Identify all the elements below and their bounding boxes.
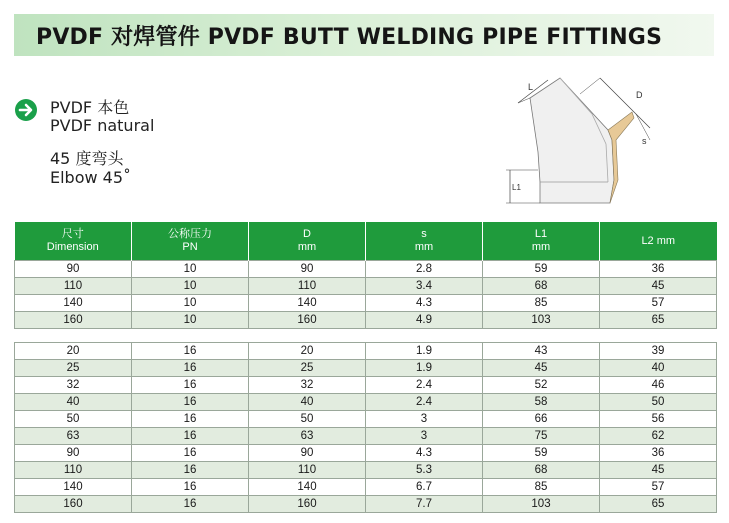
col-header: s mm xyxy=(366,222,483,261)
table-cell: 66 xyxy=(483,411,600,428)
type-en: Elbow 45˚ xyxy=(50,168,132,187)
table-row xyxy=(15,295,717,312)
table-row xyxy=(15,496,717,513)
col-header: L1 mm xyxy=(483,222,600,261)
table-cell: 50 xyxy=(600,394,717,411)
table-cell: 110 xyxy=(15,278,132,295)
table-cell: 3 xyxy=(366,411,483,428)
table-cell: 63 xyxy=(15,428,132,445)
table-cell: 90 xyxy=(15,445,132,462)
table-cell: 65 xyxy=(600,312,717,329)
table-cell: 103 xyxy=(483,312,600,329)
table-cell: 32 xyxy=(249,377,366,394)
table-cell: 7.7 xyxy=(366,496,483,513)
table-cell: 16 xyxy=(132,445,249,462)
col-header: 公称压力 PN xyxy=(132,222,249,261)
table-row xyxy=(15,360,717,377)
table-cell: 2.8 xyxy=(366,261,483,278)
table-row xyxy=(15,428,717,445)
table-cell: 140 xyxy=(249,479,366,496)
col-header: D mm xyxy=(249,222,366,261)
table-row xyxy=(15,479,717,496)
table-cell: 75 xyxy=(483,428,600,445)
table-cell: 2.4 xyxy=(366,394,483,411)
title-banner xyxy=(14,14,714,56)
arrow-right-circle-icon xyxy=(14,98,38,122)
spec-table-pn10 xyxy=(14,222,717,329)
table-cell: 45 xyxy=(483,360,600,377)
table-cell: 140 xyxy=(249,295,366,312)
table-cell: 57 xyxy=(600,295,717,312)
table-cell: 68 xyxy=(483,462,600,479)
table-cell: 10 xyxy=(132,312,249,329)
table-cell: 63 xyxy=(249,428,366,445)
table-cell: 40 xyxy=(249,394,366,411)
table-cell: 50 xyxy=(249,411,366,428)
elbow-45-diagram xyxy=(500,70,670,220)
spec-tables xyxy=(14,222,717,513)
table-cell: 4.3 xyxy=(366,295,483,312)
table-cell: 110 xyxy=(249,462,366,479)
table-cell: 16 xyxy=(132,496,249,513)
table-cell: 6.7 xyxy=(366,479,483,496)
col-header: 尺寸 Dimension xyxy=(15,222,132,261)
type-cn: 45 度弯头 xyxy=(50,149,124,168)
table-cell: 4.3 xyxy=(366,445,483,462)
table-cell: 57 xyxy=(600,479,717,496)
table-cell: 36 xyxy=(600,261,717,278)
table-cell: 16 xyxy=(132,394,249,411)
table-cell: 160 xyxy=(15,496,132,513)
table-row xyxy=(15,445,717,462)
table-cell: 90 xyxy=(15,261,132,278)
table-row xyxy=(15,394,717,411)
table-cell: 10 xyxy=(132,295,249,312)
table-cell: 160 xyxy=(249,496,366,513)
table-cell: 58 xyxy=(483,394,600,411)
table-cell: 2.4 xyxy=(366,377,483,394)
table-cell: 16 xyxy=(132,411,249,428)
table-cell: 59 xyxy=(483,445,600,462)
table-cell: 32 xyxy=(15,377,132,394)
table-row xyxy=(15,462,717,479)
table-cell: 50 xyxy=(15,411,132,428)
table-cell: 1.9 xyxy=(366,360,483,377)
table-cell: 62 xyxy=(600,428,717,445)
spec-table-pn16 xyxy=(14,342,717,513)
table-cell: 68 xyxy=(483,278,600,295)
table-cell: 90 xyxy=(249,445,366,462)
diagram-label-s: s xyxy=(642,136,647,146)
material-en: PVDF natural xyxy=(50,116,155,135)
table-row xyxy=(15,278,717,295)
table-cell: 56 xyxy=(600,411,717,428)
table-row xyxy=(15,261,717,278)
table-cell: 160 xyxy=(249,312,366,329)
table-cell: 43 xyxy=(483,343,600,360)
table-cell: 1.9 xyxy=(366,343,483,360)
table-cell: 20 xyxy=(249,343,366,360)
table-row xyxy=(15,343,717,360)
page-title: PVDF 对焊管件 PVDF BUTT WELDING PIPE FITTINGS xyxy=(36,24,663,50)
table-cell: 5.3 xyxy=(366,462,483,479)
table-cell: 16 xyxy=(132,343,249,360)
table-cell: 4.9 xyxy=(366,312,483,329)
table-cell: 16 xyxy=(132,360,249,377)
table-cell: 45 xyxy=(600,278,717,295)
table-cell: 85 xyxy=(483,479,600,496)
table-cell: 25 xyxy=(15,360,132,377)
table-cell: 20 xyxy=(15,343,132,360)
table-header-row xyxy=(15,222,717,261)
table-cell: 160 xyxy=(15,312,132,329)
table-cell: 36 xyxy=(600,445,717,462)
table-cell: 16 xyxy=(132,377,249,394)
table-cell: 59 xyxy=(483,261,600,278)
diagram-label-d: D xyxy=(636,90,643,100)
table-cell: 10 xyxy=(132,261,249,278)
table-cell: 16 xyxy=(132,479,249,496)
table-cell: 16 xyxy=(132,428,249,445)
table-cell: 40 xyxy=(600,360,717,377)
table-row xyxy=(15,411,717,428)
table-cell: 40 xyxy=(15,394,132,411)
table-cell: 65 xyxy=(600,496,717,513)
table-cell: 46 xyxy=(600,377,717,394)
diagram-label-l: L xyxy=(528,82,534,92)
table-row xyxy=(15,312,717,329)
table-cell: 85 xyxy=(483,295,600,312)
table-cell: 10 xyxy=(132,278,249,295)
table-row xyxy=(15,377,717,394)
table-cell: 3 xyxy=(366,428,483,445)
table-cell: 45 xyxy=(600,462,717,479)
table-cell: 140 xyxy=(15,295,132,312)
table-cell: 110 xyxy=(15,462,132,479)
diagram-label-l1: L1 xyxy=(512,183,521,192)
table-cell: 90 xyxy=(249,261,366,278)
table-cell: 25 xyxy=(249,360,366,377)
table-cell: 39 xyxy=(600,343,717,360)
table-cell: 3.4 xyxy=(366,278,483,295)
table-cell: 52 xyxy=(483,377,600,394)
table-cell: 103 xyxy=(483,496,600,513)
table-cell: 16 xyxy=(132,462,249,479)
material-cn: PVDF 本色 xyxy=(50,98,130,117)
table-cell: 140 xyxy=(15,479,132,496)
col-header: L2 mm xyxy=(600,222,717,261)
table-cell: 110 xyxy=(249,278,366,295)
